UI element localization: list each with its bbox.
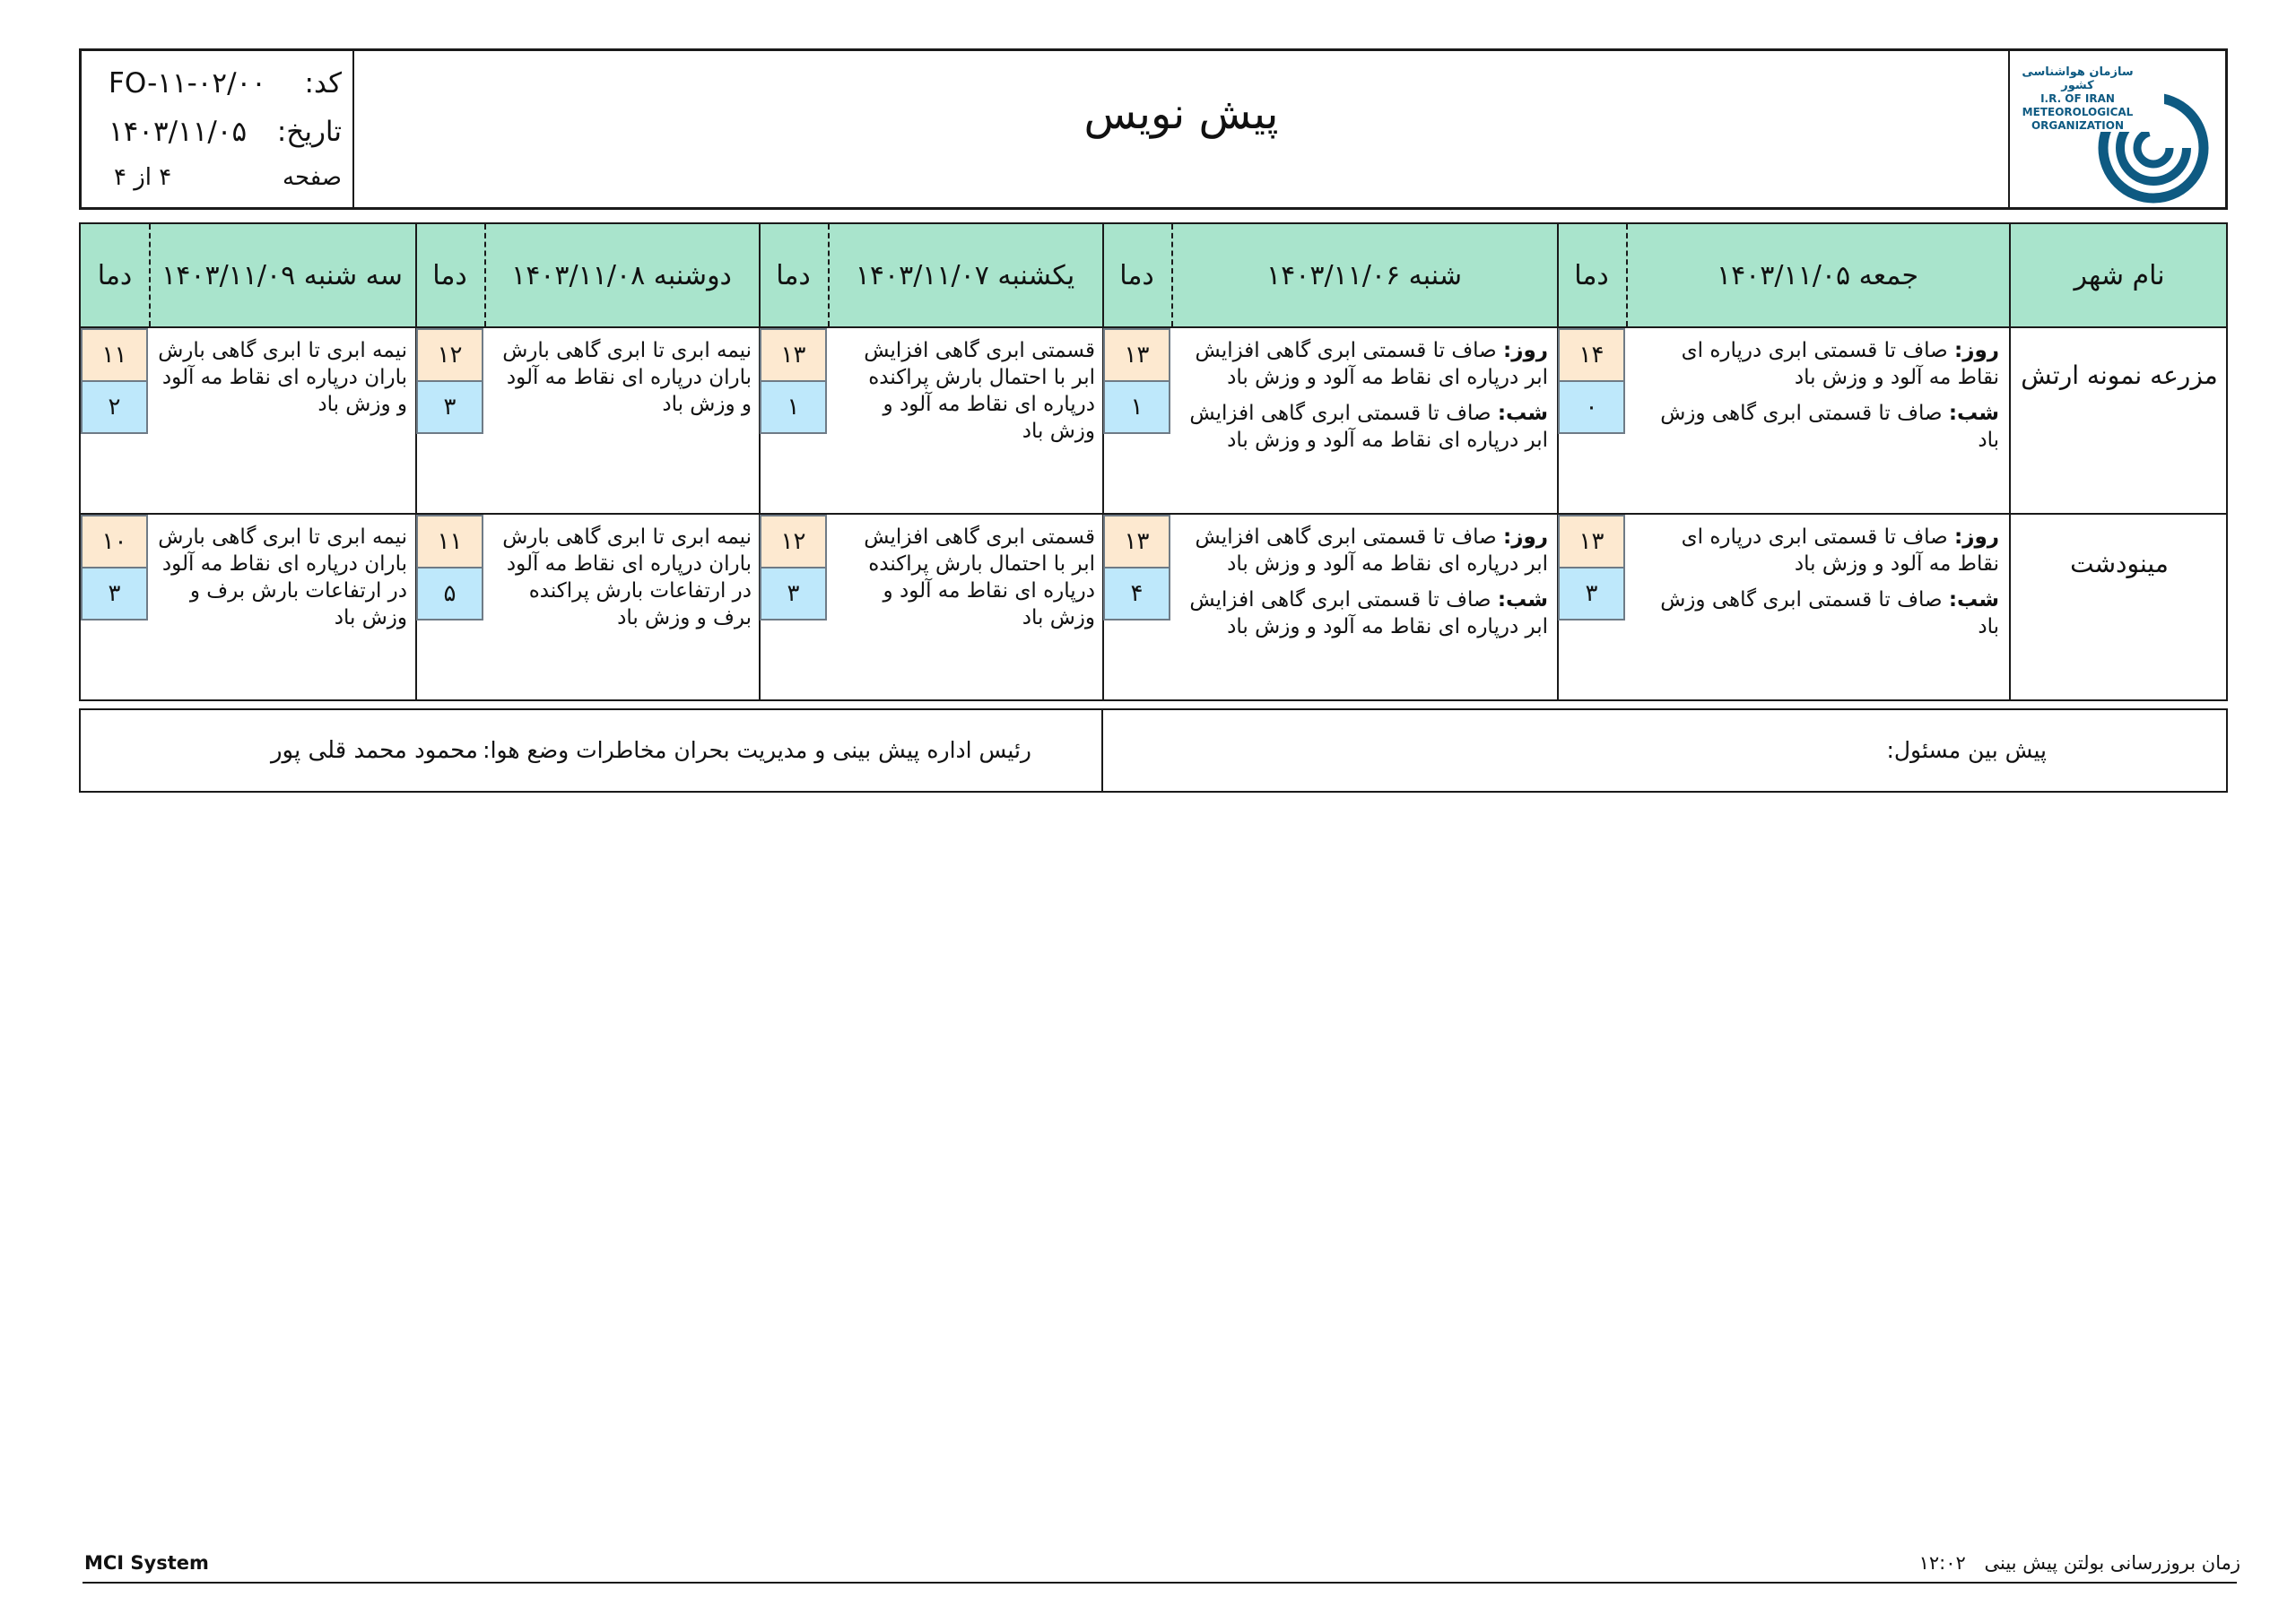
max-temp-box: ۱۱ — [81, 328, 148, 382]
update-time: ۱۲:۰۲ — [1918, 1552, 1966, 1574]
signature-divider — [1101, 710, 1103, 791]
temp-header-3: دما — [432, 259, 467, 291]
night-forecast-text: صاف تا قسمتی ابری گاهی افزایش ابر درپاره ای نقاط مه آلود و وزش باد — [1189, 588, 1548, 638]
min-temp-box: ۳ — [416, 380, 483, 434]
logo-wordmark — [2013, 65, 2143, 133]
date-label: تاریخ: — [276, 116, 342, 148]
page-value: ۴ از ۴ — [114, 164, 172, 191]
forecast-cell — [1180, 524, 1548, 640]
min-temp-box: ۳ — [81, 567, 148, 621]
day-forecast-text: صاف تا قسمتی ابری درپاره ای نقاط مه آلود و وزش باد — [1681, 525, 1999, 576]
min-temp-box: ۳ — [1558, 567, 1625, 621]
logo-cell — [2008, 51, 2225, 207]
page-label: صفحه — [283, 164, 342, 191]
logo-text-fa: سازمان هواشناسی کشور — [2022, 65, 2134, 92]
day-forecast-text: صاف تا قسمتی ابری گاهی افزایش ابر درپاره ای نقاط مه آلود و وزش باد — [1195, 525, 1548, 576]
max-temp-box: ۱۳ — [1103, 328, 1170, 382]
temp-header-0: دما — [1574, 259, 1609, 291]
temp-header-2: دما — [776, 259, 811, 291]
city-name: مینودشت — [2070, 549, 2169, 578]
day-header-2: یکشنبه ۱۴۰۳/۱۱/۰۷ — [855, 259, 1075, 291]
update-label: زمان بروزرسانی بولتن پیش بینی — [1984, 1552, 2240, 1574]
day-label: روز: — [1503, 525, 1548, 549]
head-name: محمود محمد قلی پور — [271, 737, 478, 764]
forecast-cell: قسمتی ابری گاهی افزایش ابر با احتمال بارش پراکنده درپاره ای نقاط مه آلود و وزش باد — [864, 339, 1095, 443]
night-forecast-text: صاف تا قسمتی ابری گاهی وزش باد — [1660, 588, 1999, 638]
system-name: MCI System — [84, 1552, 209, 1574]
forecast-cell — [1637, 524, 1999, 640]
forecast-table — [79, 222, 2228, 701]
footer-rule — [83, 1582, 2237, 1584]
max-temp-box: ۱۳ — [1103, 515, 1170, 568]
forecast-cell — [1180, 337, 1548, 454]
min-temp-box: ۰ — [1558, 380, 1625, 434]
date-value: ۱۴۰۳/۱۱/۰۵ — [109, 116, 248, 148]
logo-text-en-3: ORGANIZATION — [2031, 119, 2125, 132]
min-temp-box: ۳ — [760, 567, 827, 621]
max-temp-box: ۱۱ — [416, 515, 483, 568]
night-label: شب: — [1497, 402, 1548, 425]
forecast-cell — [1637, 337, 1999, 454]
forecast-cell: نیمه ابری تا ابری گاهی بارش باران درپاره ای نقاط مه آلود در ارتفاعات بارش پراکنده برف و وزش باد — [502, 525, 752, 629]
day-label: روز: — [1954, 339, 1999, 362]
forecast-cell: قسمتی ابری گاهی افزایش ابر با احتمال بارش پراکنده درپاره ای نقاط مه آلود و وزش باد — [864, 525, 1095, 629]
day-header-3: دوشنبه ۱۴۰۳/۱۱/۰۸ — [511, 259, 732, 291]
day-header-0: جمعه ۱۴۰۳/۱۱/۰۵ — [1716, 259, 1919, 291]
min-temp-box: ۱ — [1103, 380, 1170, 434]
code-value: FO-۱۱-۰۲/۰۰ — [109, 67, 266, 100]
city-name: مزرعه نمونه ارتش — [2021, 360, 2218, 390]
max-temp-box: ۱۲ — [416, 328, 483, 382]
temp-header-4: دما — [97, 259, 133, 291]
logo-text-en-2: METEOROLOGICAL — [2022, 106, 2134, 118]
forecast-cell: نیمه ابری تا ابری گاهی بارش باران درپاره ای نقاط مه آلود و وزش باد — [502, 339, 752, 416]
logo-text-en-1: I.R. OF IRAN — [2040, 92, 2115, 105]
day-forecast-text: صاف تا قسمتی ابری درپاره ای نقاط مه آلود و وزش باد — [1681, 339, 1999, 389]
forecast-cell: نیمه ابری تا ابری گاهی بارش باران درپاره ای نقاط مه آلود و وزش باد — [158, 339, 407, 416]
code-label: کد: — [304, 67, 342, 100]
day-header-4: سه شنبه ۱۴۰۳/۱۱/۰۹ — [161, 259, 403, 291]
max-temp-box: ۱۰ — [81, 515, 148, 568]
max-temp-box: ۱۳ — [760, 328, 827, 382]
max-temp-box: ۱۲ — [760, 515, 827, 568]
bulletin-header — [79, 48, 2228, 210]
page-title: پیش نویس — [1083, 89, 1279, 139]
min-temp-box: ۱ — [760, 380, 827, 434]
night-label: شب: — [1948, 588, 1999, 612]
night-label: شب: — [1497, 588, 1548, 612]
min-temp-box: ۵ — [416, 567, 483, 621]
night-forecast-text: صاف تا قسمتی ابری گاهی وزش باد — [1660, 402, 1999, 452]
day-header-1: شنبه ۱۴۰۳/۱۱/۰۶ — [1266, 259, 1462, 291]
day-label: روز: — [1954, 525, 1999, 549]
city-column-header: نام شهر — [2074, 259, 2165, 291]
update-info — [1919, 1552, 2240, 1574]
max-temp-box: ۱۳ — [1558, 515, 1625, 568]
night-label: شب: — [1948, 402, 1999, 425]
min-temp-box: ۴ — [1103, 567, 1170, 621]
signature-box — [79, 708, 2228, 793]
forecaster-label: پیش بین مسئول: — [1886, 737, 2047, 763]
document-meta — [82, 51, 354, 207]
night-forecast-text: صاف تا قسمتی ابری گاهی افزایش ابر درپاره ای نقاط مه آلود و وزش باد — [1189, 402, 1548, 452]
day-label: روز: — [1503, 339, 1548, 362]
temp-header-1: دما — [1119, 259, 1154, 291]
day-forecast-text: صاف تا قسمتی ابری گاهی افزایش ابر درپاره ای نقاط مه آلود و وزش باد — [1195, 339, 1548, 389]
head-label: رئیس اداره پیش بینی و مدیریت بحران مخاطرات وضع هوا: — [483, 737, 1031, 763]
forecast-cell: نیمه ابری تا ابری گاهی بارش باران درپاره ای نقاط مه آلود در ارتفاعات بارش برف و وزش باد — [158, 525, 407, 629]
max-temp-box: ۱۴ — [1558, 328, 1625, 382]
min-temp-box: ۲ — [81, 380, 148, 434]
